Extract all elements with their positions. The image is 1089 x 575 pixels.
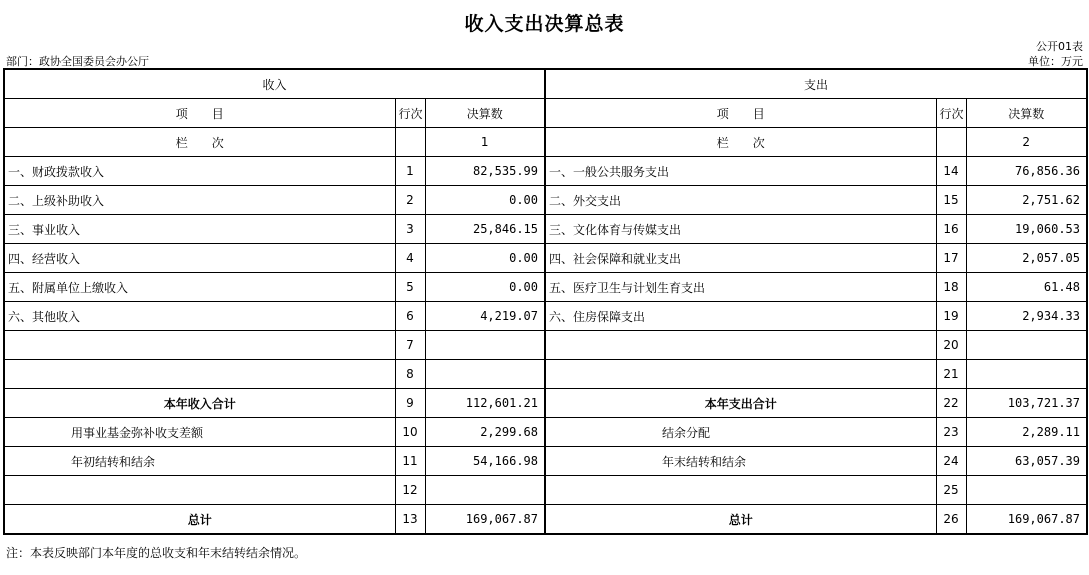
expense-value: 19,060.53: [966, 215, 1087, 244]
income-row-no: 3: [395, 215, 425, 244]
income-value: 0.00: [425, 186, 545, 215]
expense-amount-header: 决算数: [966, 99, 1087, 128]
income-rowno-header: 行次: [395, 99, 425, 128]
expense-item: 二、外交支出: [545, 186, 936, 215]
expense-item: 四、社会保障和就业支出: [545, 244, 936, 273]
column-header-row: [4, 99, 1087, 128]
table-row: [4, 447, 1087, 476]
income-column-label: 栏 次: [4, 128, 395, 157]
expense-column-label: 栏 次: [545, 128, 936, 157]
expense-row-no: 18: [936, 273, 966, 302]
income-rowno-blank: [395, 128, 425, 157]
income-row-no: 4: [395, 244, 425, 273]
expense-value: 2,934.33: [966, 302, 1087, 331]
income-value: 0.00: [425, 273, 545, 302]
expense-value: 2,289.11: [966, 418, 1087, 447]
income-item: 三、事业收入: [4, 215, 395, 244]
section-header-row: [4, 69, 1087, 99]
expense-item: [545, 360, 936, 389]
income-subtotal-value: 112,601.21: [425, 389, 545, 418]
income-item: 一、财政拨款收入: [4, 157, 395, 186]
expense-value: [966, 476, 1087, 505]
table-row: [4, 360, 1087, 389]
expense-row-no: 16: [936, 215, 966, 244]
footnote: 注：本表反映部门本年度的总收支和年末结转结余情况。: [6, 546, 307, 560]
income-item: [4, 331, 395, 360]
income-value: 4,219.07: [425, 302, 545, 331]
income-total-label: 总计: [4, 505, 395, 535]
expense-item: 一、一般公共服务支出: [545, 157, 936, 186]
expense-row-no: 14: [936, 157, 966, 186]
expense-value: 63,057.39: [966, 447, 1087, 476]
expense-item: [545, 331, 936, 360]
income-item: 四、经营收入: [4, 244, 395, 273]
income-value: [425, 360, 545, 389]
table-row: [4, 302, 1087, 331]
expense-rowno-header: 行次: [936, 99, 966, 128]
expense-row-no: 23: [936, 418, 966, 447]
income-value: 0.00: [425, 244, 545, 273]
expense-value: 61.48: [966, 273, 1087, 302]
report-title: 收入支出决算总表: [464, 13, 625, 35]
expense-value: [966, 360, 1087, 389]
expense-section-header: 支出: [545, 69, 1087, 99]
subtotal-row: [4, 389, 1087, 418]
expense-value: 2,057.05: [966, 244, 1087, 273]
expense-row-no: 17: [936, 244, 966, 273]
expense-subtotal-label: 本年支出合计: [545, 389, 936, 418]
table-row: [4, 215, 1087, 244]
income-item: 二、上级补助收入: [4, 186, 395, 215]
expense-row-no: 21: [936, 360, 966, 389]
total-row: [4, 505, 1087, 535]
expense-row-no: 19: [936, 302, 966, 331]
income-section-header: 收入: [4, 69, 545, 99]
income-item: 六、其他收入: [4, 302, 395, 331]
income-item: 年初结转和结余: [4, 447, 395, 476]
expense-total-label: 总计: [545, 505, 936, 535]
expense-subtotal-value: 103,721.37: [966, 389, 1087, 418]
expense-row-no: 22: [936, 389, 966, 418]
table-row: [4, 418, 1087, 447]
expense-value: 76,856.36: [966, 157, 1087, 186]
income-row-no: 13: [395, 505, 425, 535]
expense-item: 年末结转和结余: [545, 447, 936, 476]
income-expense-table: [3, 68, 1088, 535]
table-row: [4, 331, 1087, 360]
income-row-no: 7: [395, 331, 425, 360]
table-row: [4, 157, 1087, 186]
income-value: 82,535.99: [425, 157, 545, 186]
income-subtotal-label: 本年收入合计: [4, 389, 395, 418]
income-amount-header: 决算数: [425, 99, 545, 128]
department-label: 部门：政协全国委员会办公厅: [6, 55, 149, 68]
income-row-no: 6: [395, 302, 425, 331]
income-value: [425, 331, 545, 360]
expense-row-no: 15: [936, 186, 966, 215]
expense-rowno-blank: [936, 128, 966, 157]
income-row-no: 11: [395, 447, 425, 476]
expense-item: 三、文化体育与传媒支出: [545, 215, 936, 244]
expense-total-value: 169,067.87: [966, 505, 1087, 535]
expense-item: 六、住房保障支出: [545, 302, 936, 331]
expense-item-header: 项 目: [545, 99, 936, 128]
expense-row-no: 26: [936, 505, 966, 535]
income-item-header: 项 目: [4, 99, 395, 128]
income-total-value: 169,067.87: [425, 505, 545, 535]
table-row: [4, 476, 1087, 505]
income-row-no: 12: [395, 476, 425, 505]
income-item: [4, 360, 395, 389]
column-number-row: [4, 128, 1087, 157]
form-code: 公开01表: [1036, 40, 1083, 53]
income-value: 2,299.68: [425, 418, 545, 447]
expense-row-no: 25: [936, 476, 966, 505]
income-row-no: 1: [395, 157, 425, 186]
expense-value: [966, 331, 1087, 360]
income-row-no: 9: [395, 389, 425, 418]
expense-row-no: 20: [936, 331, 966, 360]
expense-item: 结余分配: [545, 418, 936, 447]
income-value: 25,846.15: [425, 215, 545, 244]
unit-label: 单位：万元: [1028, 55, 1083, 68]
income-item: [4, 476, 395, 505]
table-row: [4, 186, 1087, 215]
income-row-no: 5: [395, 273, 425, 302]
income-column-no: 1: [425, 128, 545, 157]
income-row-no: 2: [395, 186, 425, 215]
income-row-no: 10: [395, 418, 425, 447]
expense-row-no: 24: [936, 447, 966, 476]
expense-value: 2,751.62: [966, 186, 1087, 215]
income-row-no: 8: [395, 360, 425, 389]
income-item: 用事业基金弥补收支差额: [4, 418, 395, 447]
income-item: 五、附属单位上缴收入: [4, 273, 395, 302]
expense-item: 五、医疗卫生与计划生育支出: [545, 273, 936, 302]
table-row: [4, 244, 1087, 273]
income-value: [425, 476, 545, 505]
table-row: [4, 273, 1087, 302]
expense-item: [545, 476, 936, 505]
expense-column-no: 2: [966, 128, 1087, 157]
income-value: 54,166.98: [425, 447, 545, 476]
